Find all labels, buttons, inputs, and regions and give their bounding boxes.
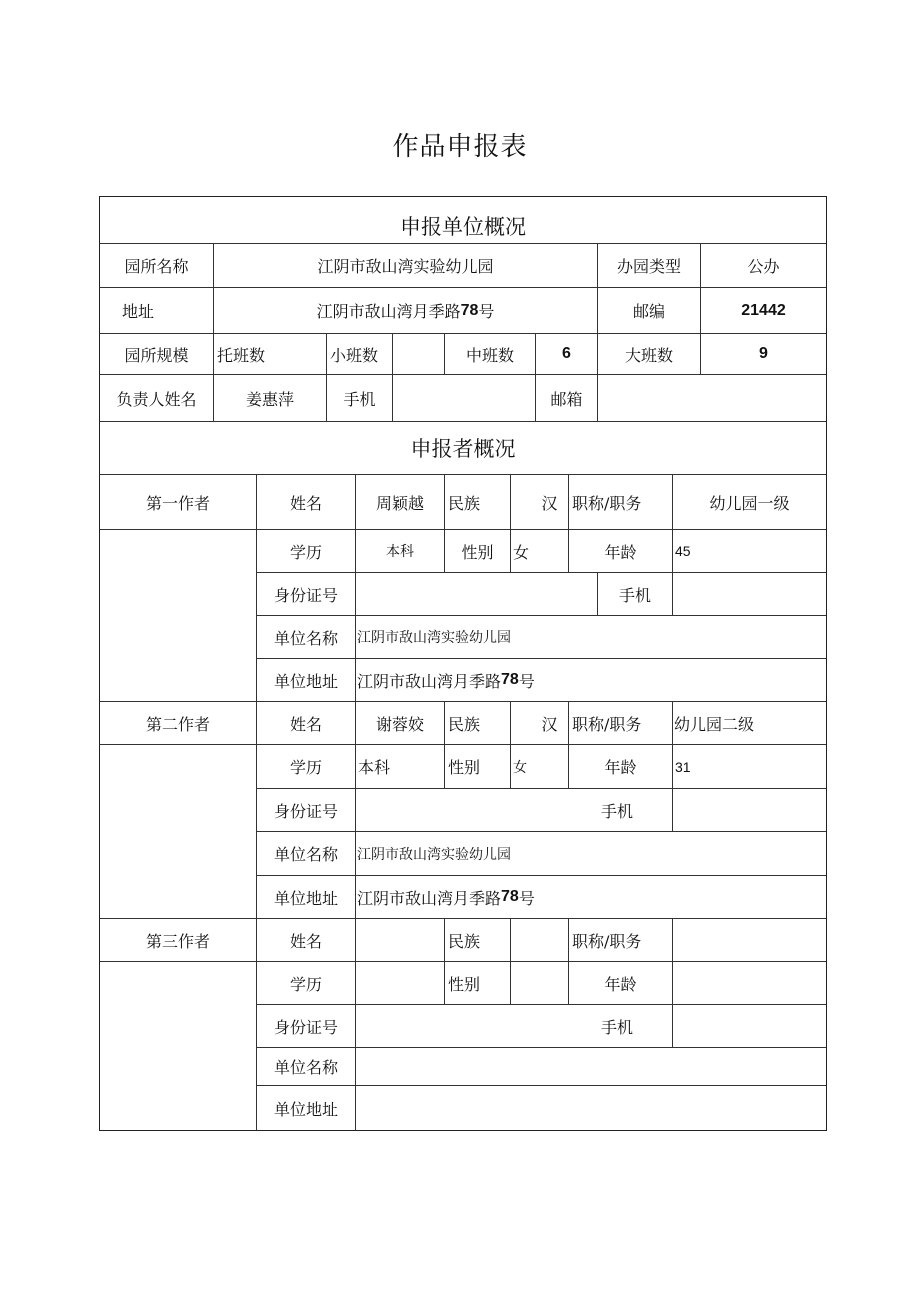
- small-class-field[interactable]: [393, 334, 445, 375]
- author-1-id-field[interactable]: [356, 573, 598, 616]
- author-1-name-field[interactable]: 周颖越: [356, 475, 445, 530]
- author-3-ordinal: 第三作者: [100, 919, 257, 962]
- unit-address-field[interactable]: [214, 288, 598, 334]
- author-2-id-label: 身份证号: [257, 789, 356, 832]
- unit-address-number: 78: [460, 301, 479, 319]
- head-name-field[interactable]: 姜惠萍: [214, 375, 327, 422]
- author-1-name-label: 姓名: [257, 475, 356, 530]
- author-3-gender-label: 性别: [445, 962, 511, 1005]
- unit-address-label: 地址: [100, 288, 214, 334]
- author-1-title-field[interactable]: 幼儿园一级: [673, 475, 826, 530]
- postcode-field[interactable]: 21442: [701, 288, 826, 334]
- author-2-ordinal: 第二作者: [100, 702, 257, 745]
- author-3-education-label: 学历: [257, 962, 356, 1005]
- head-email-label: 邮箱: [536, 375, 598, 422]
- scale-label: 园所规模: [100, 334, 214, 375]
- applicants-section-title: 申报者概况: [100, 422, 826, 475]
- author-3-phone-label: 手机: [356, 1005, 673, 1048]
- author-2-gender-field[interactable]: 女: [511, 745, 569, 789]
- nursery-class-label: 托班数: [214, 334, 327, 375]
- author-2-org-address-number: 78: [501, 888, 519, 905]
- unit-section-title: 申报单位概况: [100, 197, 826, 244]
- author-3-title-field[interactable]: [673, 919, 826, 962]
- author-3-age-field[interactable]: [673, 962, 826, 1005]
- author-1-org-address-text: 江阴市敌山湾月季路: [357, 671, 502, 691]
- large-class-field[interactable]: 9: [701, 334, 826, 375]
- author-2-name-field[interactable]: 谢蓉姣: [356, 702, 445, 745]
- author-2-title-label: 职称/职务: [569, 702, 673, 745]
- head-email-field[interactable]: [598, 375, 826, 422]
- unit-name-label: 园所名称: [100, 244, 214, 288]
- author-1-org-address-label: 单位地址: [257, 659, 356, 702]
- author-3-org-address-field[interactable]: [356, 1086, 826, 1130]
- unit-address-suffix: 号: [478, 302, 495, 321]
- author-2-blank-cell: [100, 745, 257, 919]
- author-3-org-name-label: 单位名称: [257, 1048, 356, 1086]
- author-2-title-field[interactable]: 幼儿园二级: [673, 702, 826, 745]
- author-1-phone-label: 手机: [598, 573, 673, 616]
- page-title: 作品申报表: [392, 132, 528, 162]
- large-class-label: 大班数: [598, 334, 701, 375]
- author-1-ethnicity-field[interactable]: 汉: [511, 475, 569, 530]
- author-1-blank-cell: [100, 530, 257, 702]
- middle-class-field[interactable]: 6: [536, 334, 598, 375]
- author-2-org-name-field[interactable]: 江阴市敌山湾实验幼儿园: [356, 832, 826, 876]
- author-3-age-label: 年龄: [569, 962, 673, 1005]
- author-1-id-label: 身份证号: [257, 573, 356, 616]
- author-2-ethnicity-field[interactable]: 汉: [511, 702, 569, 745]
- author-1-gender-field[interactable]: 女: [511, 530, 569, 573]
- author-3-title-label: 职称/职务: [569, 919, 673, 962]
- author-2-ethnicity-label: 民族: [445, 702, 511, 745]
- author-1-ordinal: 第一作者: [100, 475, 257, 530]
- author-2-name-label: 姓名: [257, 702, 356, 745]
- author-3-id-label: 身份证号: [257, 1005, 356, 1048]
- author-1-org-address-field[interactable]: [356, 659, 826, 702]
- middle-class-label: 中班数: [445, 334, 536, 375]
- unit-name-field[interactable]: 江阴市敌山湾实验幼儿园: [214, 244, 598, 288]
- head-phone-label: 手机: [327, 375, 393, 422]
- author-1-phone-field[interactable]: [673, 573, 826, 616]
- author-3-phone-field[interactable]: [673, 1005, 826, 1048]
- author-1-education-field[interactable]: 本科: [356, 530, 445, 573]
- author-1-gender-label: 性别: [445, 530, 511, 573]
- author-3-ethnicity-field[interactable]: [511, 919, 569, 962]
- application-form: [99, 196, 827, 1131]
- author-2-age-field[interactable]: 31: [673, 745, 826, 789]
- author-2-age-label: 年龄: [569, 745, 673, 789]
- author-1-age-label: 年龄: [569, 530, 673, 573]
- author-3-name-label: 姓名: [257, 919, 356, 962]
- unit-type-field[interactable]: 公办: [701, 244, 826, 288]
- author-3-org-name-field[interactable]: [356, 1048, 826, 1086]
- author-3-org-address-label: 单位地址: [257, 1086, 356, 1130]
- author-1-org-name-label: 单位名称: [257, 616, 356, 659]
- author-2-education-label: 学历: [257, 745, 356, 789]
- small-class-label: 小班数: [327, 334, 393, 375]
- author-2-org-address-text: 江阴市敌山湾月季路: [357, 888, 502, 908]
- author-1-ethnicity-label: 民族: [445, 475, 511, 530]
- author-2-org-address-field[interactable]: [356, 876, 826, 919]
- author-3-name-field[interactable]: [356, 919, 445, 962]
- author-3-blank-cell: [100, 962, 257, 1130]
- author-1-org-address-number: 78: [501, 671, 519, 688]
- author-1-age-field[interactable]: 45: [673, 530, 826, 573]
- author-3-ethnicity-label: 民族: [445, 919, 511, 962]
- author-2-phone-field[interactable]: [673, 789, 826, 832]
- author-2-org-address-label: 单位地址: [257, 876, 356, 919]
- author-1-title-label: 职称/职务: [569, 475, 673, 530]
- author-1-education-label: 学历: [257, 530, 356, 573]
- author-1-org-name-field[interactable]: 江阴市敌山湾实验幼儿园: [356, 616, 826, 659]
- author-3-gender-field[interactable]: [511, 962, 569, 1005]
- head-phone-field[interactable]: [393, 375, 536, 422]
- author-1-org-address-suffix: 号: [518, 671, 535, 691]
- author-3-education-field[interactable]: [356, 962, 445, 1005]
- author-2-org-address-suffix: 号: [518, 888, 535, 908]
- unit-type-label: 办园类型: [598, 244, 701, 288]
- head-name-label: 负责人姓名: [100, 375, 214, 422]
- author-2-education-field[interactable]: 本科: [356, 745, 445, 789]
- unit-address-text: 江阴市敌山湾月季路: [316, 302, 461, 321]
- author-2-gender-label: 性别: [445, 745, 511, 789]
- postcode-label: 邮编: [598, 288, 701, 334]
- author-2-org-name-label: 单位名称: [257, 832, 356, 876]
- author-2-phone-label: 手机: [356, 789, 673, 832]
